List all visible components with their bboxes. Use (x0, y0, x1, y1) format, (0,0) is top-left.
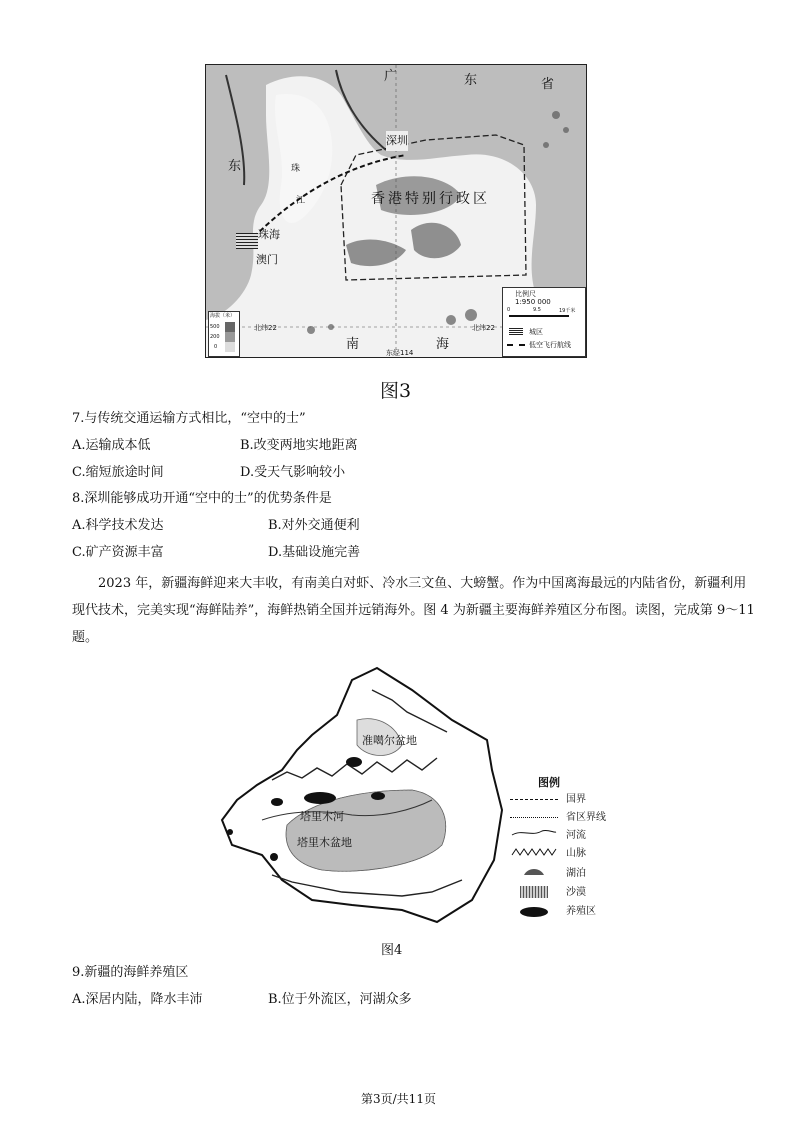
legend-title: 图例 (538, 776, 560, 789)
passage-xinjiang-seafood: 2023 年，新疆海鲜迎来大丰收，有南美白对虾、冷水三文鱼、大螃蟹。作为中国离海最远的内陆省份，新疆利用现代技术，完美实现“海鲜陆养”，海鲜热销全国并远销海外。图 4 为新疆主要海鲜养殖区分布图。读图，完成第 9～11 题。 (72, 576, 755, 645)
label-hk: 香港特别行政区 (371, 191, 490, 207)
legend-border-label: 国界 (566, 794, 586, 805)
scale-value: 1:950 000 (515, 298, 551, 306)
elev-swatch-mid (225, 332, 235, 342)
label-dong1: 东 (464, 73, 478, 88)
route-legend-swatch (507, 344, 525, 346)
legend-mountain-label: 山脉 (566, 848, 586, 859)
urban-legend-swatch (509, 328, 523, 335)
legend-lake-swatch (522, 865, 546, 877)
elev-swatch-high (225, 322, 235, 332)
elevation-title: 海拔（米） (210, 313, 236, 319)
urban-legend-label: 城区 (529, 328, 543, 336)
label-guang: 广 (384, 69, 398, 84)
scale-tick-end: 19千米 (559, 308, 576, 314)
lon-label: 东经114 (386, 349, 414, 357)
legend-lake-label: 湖泊 (566, 868, 586, 879)
scale-bar (509, 315, 569, 317)
q8-option-d: D.基础设施完善 (268, 545, 361, 560)
label-hai: 海 (436, 337, 450, 352)
legend-province-label: 省区界线 (566, 812, 606, 823)
label-zhuhai: 珠海 (258, 228, 280, 241)
legend-river-label: 河流 (566, 830, 586, 841)
elev-tick-500: 500 (210, 324, 220, 330)
legend-river-swatch (510, 827, 558, 839)
basin-south-label: 塔里木盆地 (297, 836, 352, 849)
label-dong2: 东 (228, 159, 242, 174)
legend-farm-label: 养殖区 (566, 906, 596, 917)
q9-option-a: A.深居内陆，降水丰沛 (72, 992, 203, 1007)
elev-tick-200: 200 (210, 334, 220, 340)
q7-option-a: A.运输成本低 (72, 438, 151, 453)
label-shenzhen: 深圳 (386, 131, 408, 151)
q8-option-a: A.科学技术发达 (72, 518, 164, 533)
q9-stem: 9.新疆的海鲜养殖区 (72, 965, 189, 980)
scale-tick-0: 0 (507, 307, 511, 313)
q8-option-c: C.矿产资源丰富 (72, 545, 164, 560)
elev-swatch-low (225, 342, 235, 352)
q8-option-b: B.对外交通便利 (268, 518, 360, 533)
elevation-legend (208, 311, 240, 357)
label-zhu: 珠 (291, 164, 301, 174)
q7-option-d: D.受天气影响较小 (240, 465, 346, 480)
urban-hatch-zhuhai (236, 233, 258, 249)
legend-border-swatch (510, 799, 558, 800)
legend-farm-swatch (520, 907, 548, 917)
legend-desert-swatch (520, 886, 548, 898)
label-sheng: 省 (541, 77, 555, 92)
lat-left-label: 北纬22 (254, 324, 277, 332)
figure3-map (205, 64, 587, 358)
figure3-caption: 图3 (380, 380, 412, 402)
legend-desert-label: 沙漠 (566, 887, 586, 898)
scale-tick-mid: 9.5 (533, 307, 541, 313)
figure4-caption: 图4 (381, 943, 403, 958)
scale-label: 比例尺 (515, 290, 536, 298)
elev-tick-0: 0 (214, 344, 218, 350)
legend-province-swatch (510, 817, 558, 818)
q7-option-c: C.缩短旅途时间 (72, 465, 164, 480)
page-footer: 第3页/共11页 (361, 1092, 436, 1106)
tarim-river-label: 塔里木河 (300, 810, 344, 823)
q7-stem: 7.与传统交通运输方式相比，“空中的士” (72, 411, 306, 426)
figure4-legend (508, 773, 608, 923)
q8-stem: 8.深圳能够成功开通“空中的士”的优势条件是 (72, 491, 332, 506)
q9-option-b: B.位于外流区，河湖众多 (268, 992, 412, 1007)
scale-legend-box (502, 287, 586, 357)
label-jiang: 江 (296, 196, 306, 206)
label-macau: 澳门 (256, 253, 278, 266)
basin-north-label: 准噶尔盆地 (362, 734, 417, 747)
label-nan: 南 (346, 337, 360, 352)
legend-mountain-swatch (510, 845, 558, 857)
route-legend-label: 低空飞行航线 (529, 341, 571, 349)
q7-option-b: B.改变两地实地距离 (240, 438, 358, 453)
lat-right-label: 北纬22 (472, 324, 495, 332)
